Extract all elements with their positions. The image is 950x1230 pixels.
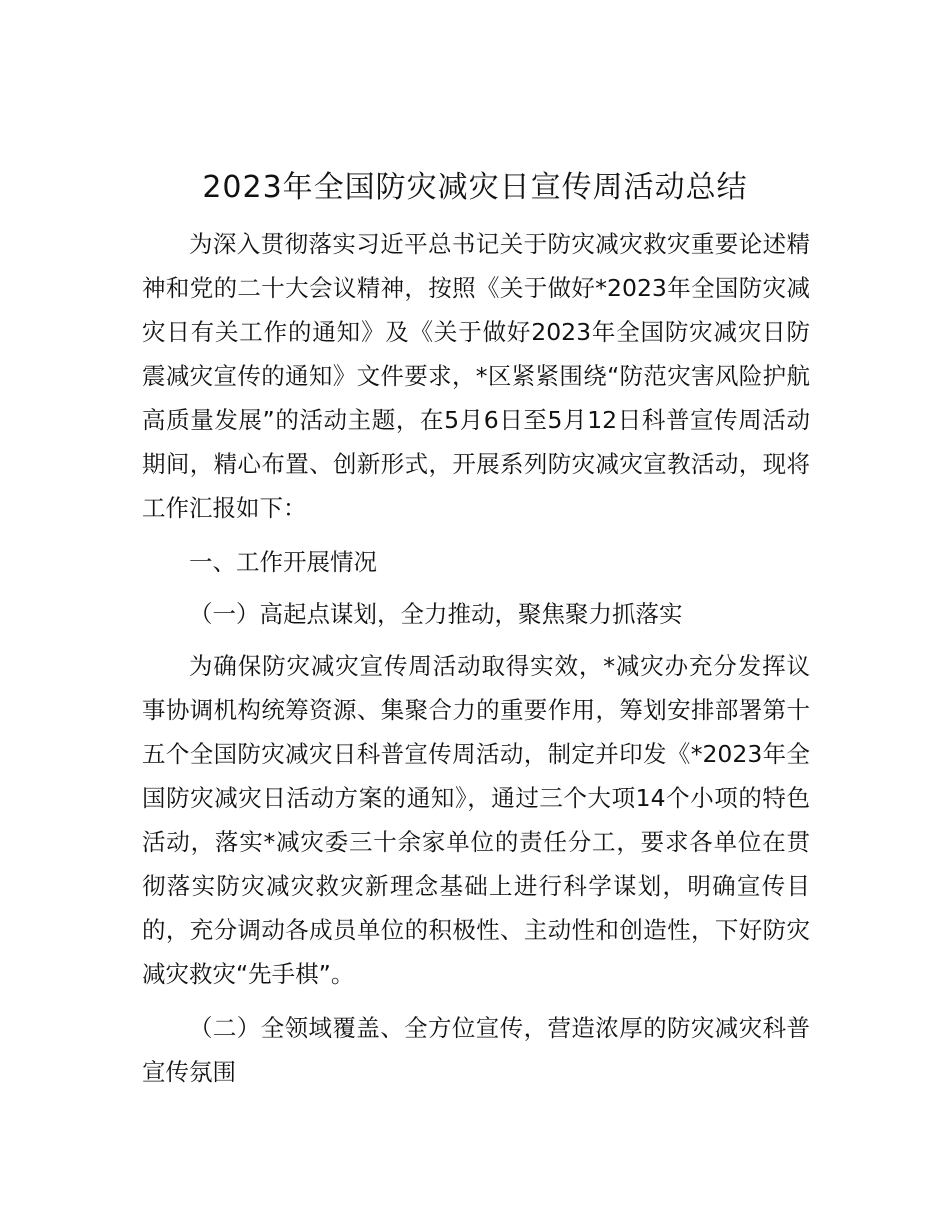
document-title: 2023年全国防灾减灾日宣传周活动总结	[202, 170, 748, 205]
document-body	[142, 222, 810, 1094]
subsection-heading: （一）高起点谋划，全力推动，聚焦聚力抓落实	[189, 600, 683, 628]
subsection-heading: （二）全领域覆盖、全方位宣传，营造浓厚的防灾减灾科普宣传氛围	[142, 1014, 810, 1086]
intro-paragraph: 为深入贯彻落实习近平总书记关于防灾减灾救灾重要论述精神和党的二十大会议精神，按照《关于做好*2023年全国防灾减灾日有关工作的通知》及《关于做好2023年全国防灾减灾日防震减灾宣传的通知》文件要求，*区紧紧围绕“防范灾害风险护航高质量发展”的活动主题，在5月6日至5月12日科普宣传周活动期间，精心布置、创新形式，开展系列防灾减灾宣教活动，现将工作汇报如下：	[142, 230, 810, 522]
body-paragraph: 为确保防灾减灾宣传周活动取得实效，*减灾办充分发挥议事协调机构统筹资源、集聚合力的重要作用，筹划安排部署第十五个全国防灾减灾日科普宣传周活动，制定并印发《*2023年全国防灾减灾日活动方案的通知》，通过三个大项14个小项的特色活动，落实*减灾委三十余家单位的责任分工，要求各单位在贯彻落实防灾减灾救灾新理念基础上进行科学谋划，明确宣传目的，充分调动各成员单位的积极性、主动性和创造性，下好防灾减灾救灾“先手棋”。	[142, 652, 810, 988]
section-heading: 一、工作开展情况	[189, 548, 377, 576]
